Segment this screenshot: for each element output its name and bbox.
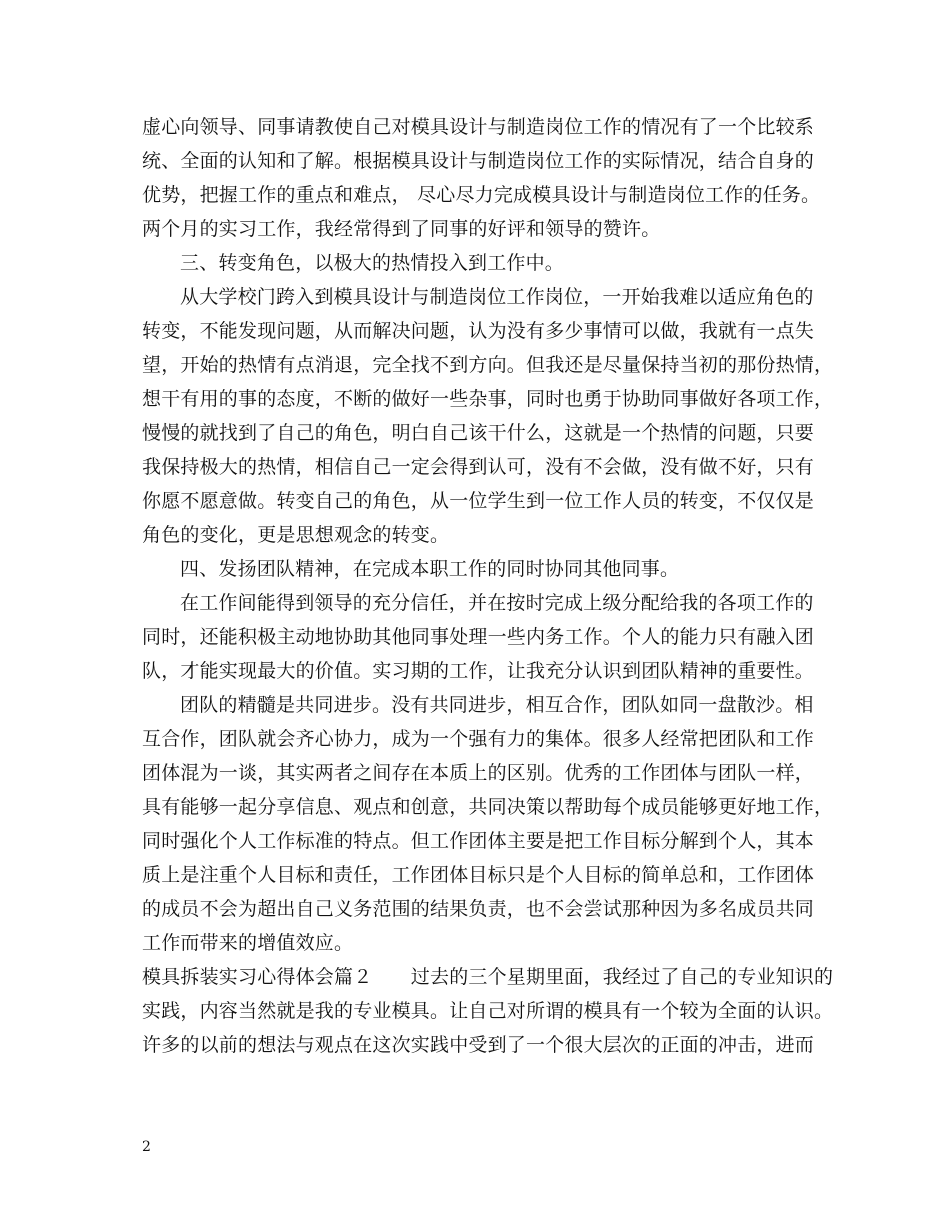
text-line: 团队的精髓是共同进步。没有共同进步，相互合作，团队如同一盘散沙。相 bbox=[180, 694, 814, 716]
text-line: 许多的以前的想法与观点在这次实践中受到了一个很大层次的正面的冲击，进而 bbox=[142, 1034, 815, 1056]
body-text bbox=[142, 110, 834, 1062]
text-line: 具有能够一起分享信息、观点和创意，共同决策以帮助每个成员能够更好地工作， bbox=[142, 796, 834, 818]
text-line: 转变，不能发现问题，从而解决问题，认为没有多少事情可以做，我就有一点失 bbox=[142, 320, 815, 342]
text-line: 工作而带来的增值效应。 bbox=[142, 932, 354, 954]
text-line: 慢慢的就找到了自己的角色，明白自己该干什么，这就是一个热情的问题，只要 bbox=[142, 422, 815, 444]
text-line: 两个月的实习工作，我经常得到了同事的好评和领导的赞许。 bbox=[142, 218, 661, 240]
text-line: 三、转变角色，以极大的热情投入到工作中。 bbox=[180, 252, 565, 274]
text-line: 优势，把握工作的重点和难点， 尽心尽力完成模具设计与制造岗位工作的任务。 bbox=[142, 184, 821, 206]
text-line: 想干有用的事的态度，不断的做好一些杂事，同时也勇于协助同事做好各项工作， bbox=[142, 388, 834, 410]
text-line: 望，开始的热情有点消退，完全找不到方向。但我还是尽量保持当初的那份热情， bbox=[142, 354, 834, 376]
text-line: 队，才能实现最大的价值。实习期的工作，让我充分认识到团队精神的重要性。 bbox=[142, 660, 815, 682]
text-line: 模具拆装实习心得体会篇２ 过去的三个星期里面，我经过了自己的专业知识的 bbox=[142, 966, 834, 988]
text-line: 的成员不会为超出自己义务范围的结果负责，也不会尝试那种因为多名成员共同 bbox=[142, 898, 815, 920]
text-line: 同时强化个人工作标准的特点。但工作团体主要是把工作目标分解到个人，其本 bbox=[142, 830, 815, 852]
text-line: 实践，内容当然就是我的专业模具。让自己对所谓的模具有一个较为全面的认识。 bbox=[142, 1000, 834, 1022]
text-line: 四、发扬团队精神，在完成本职工作的同时协同其他同事。 bbox=[180, 558, 680, 580]
text-line: 同时，还能积极主动地协助其他同事处理一些内务工作。个人的能力只有融入团 bbox=[142, 626, 815, 648]
text-line: 统、全面的认知和了解。根据模具设计与制造岗位工作的实际情况，结合自身的 bbox=[142, 150, 815, 172]
text-line: 虚心向领导、同事请教使自己对模具设计与制造岗位工作的情况有了一个比较系 bbox=[142, 116, 815, 138]
text-line: 团体混为一谈，其实两者之间存在本质上的区别。优秀的工作团体与团队一样， bbox=[142, 762, 815, 784]
text-line: 角色的变化，更是思想观念的转变。 bbox=[142, 524, 450, 546]
text-line: 我保持极大的热情，相信自己一定会得到认可，没有不会做，没有做不好，只有 bbox=[142, 456, 815, 478]
text-line: 质上是注重个人目标和责任，工作团体目标只是个人目标的简单总和，工作团体 bbox=[142, 864, 815, 886]
text-line: 互合作，团队就会齐心协力，成为一个强有力的集体。很多人经常把团队和工作 bbox=[142, 728, 815, 750]
text-line: 你愿不愿意做。转变自己的角色，从一位学生到一位工作人员的转变，不仅仅是 bbox=[142, 490, 815, 512]
page-number: 2 bbox=[142, 1139, 151, 1155]
text-line: 从大学校门跨入到模具设计与制造岗位工作岗位，一开始我难以适应角色的 bbox=[180, 286, 814, 308]
text-line: 在工作间能得到领导的充分信任，并在按时完成上级分配给我的各项工作的 bbox=[180, 592, 814, 614]
